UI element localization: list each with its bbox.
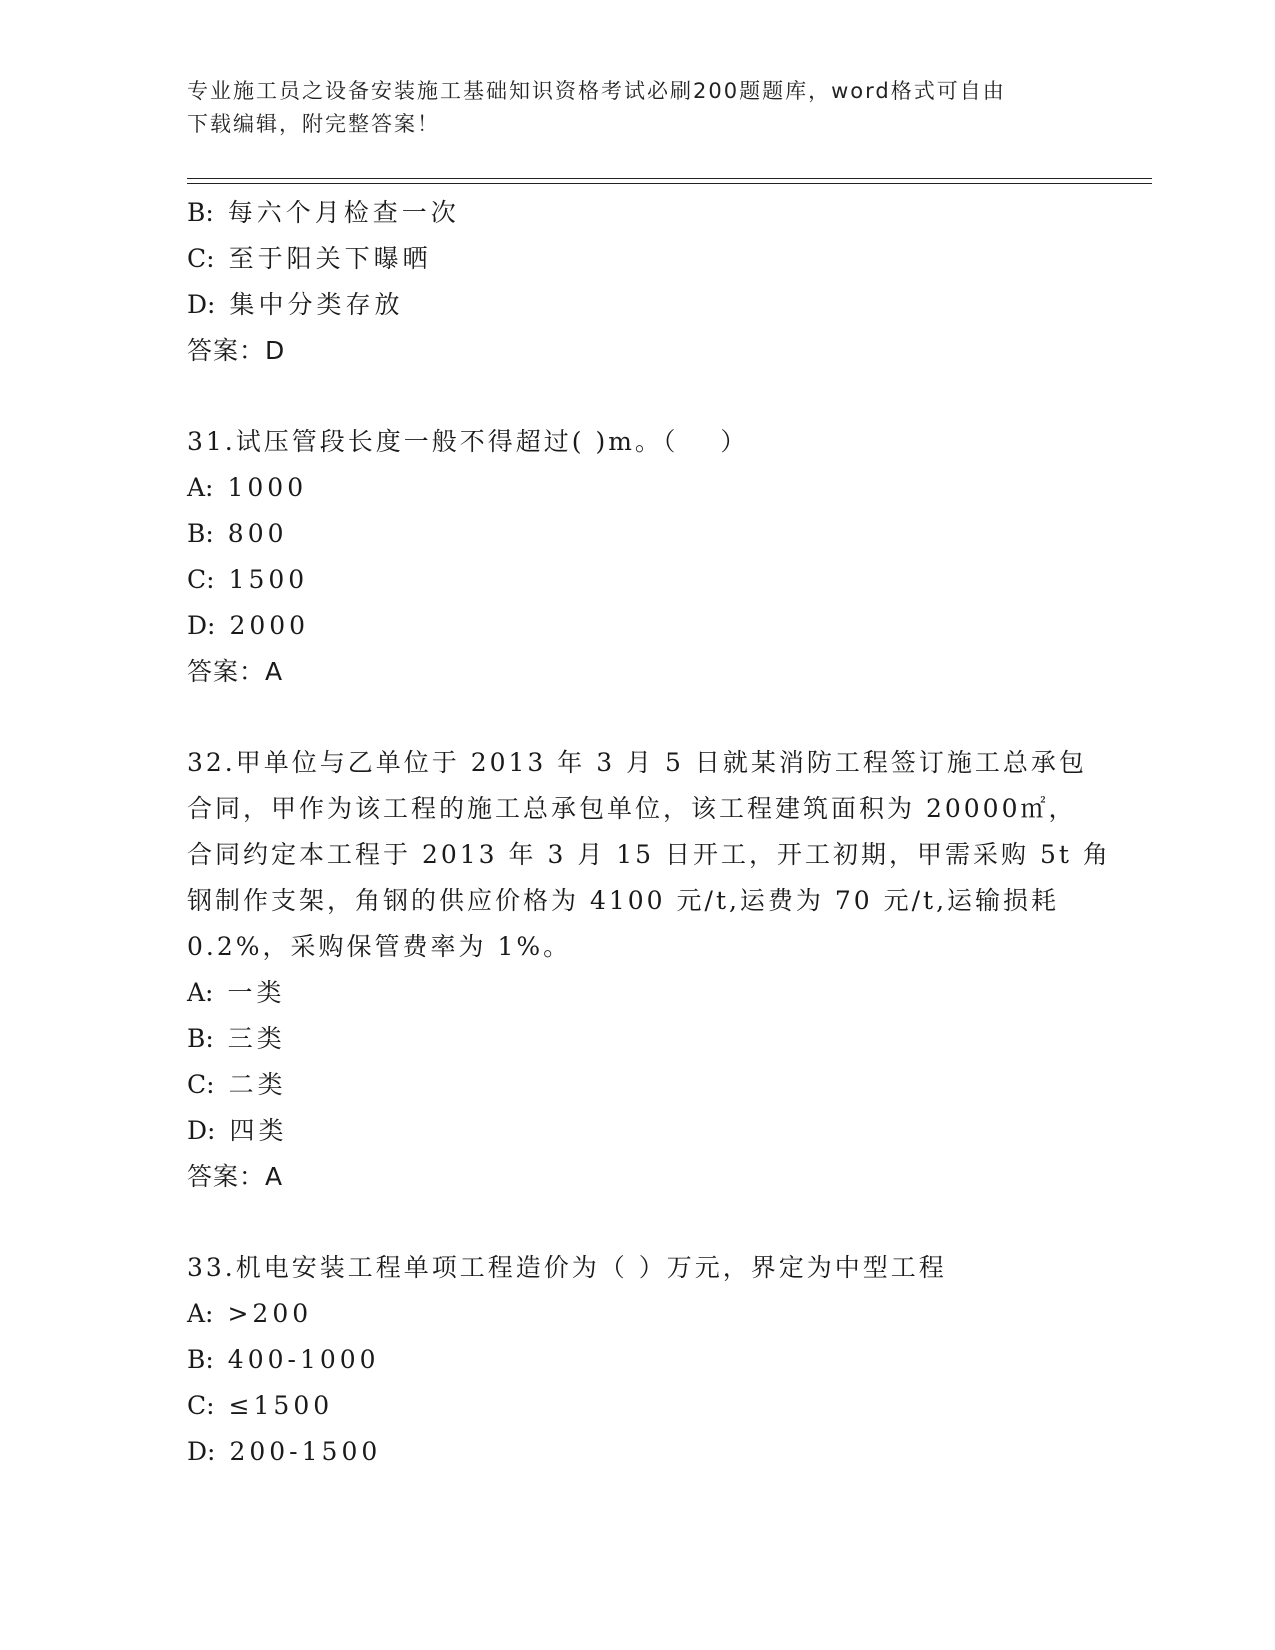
option-b: B: 400-1000 (187, 1345, 380, 1374)
answer-label: 答案：A (187, 1162, 284, 1191)
question-stem-line: 合同约定本工程于 2013 年 3 月 15 日开工，开工初期，甲需采购 5t 角 (187, 840, 1111, 869)
answer-label: 答案：D (187, 336, 286, 365)
option-d: D: 集中分类存放 (187, 290, 404, 319)
option-d: D: 2000 (187, 611, 310, 640)
option-c: C: 1500 (187, 565, 309, 594)
document-header (187, 75, 1067, 141)
question-block-31 (187, 419, 1087, 695)
option-a: A: 1000 (187, 473, 308, 502)
header-divider-top (187, 178, 1152, 179)
option-d: D: 四类 (187, 1116, 288, 1145)
question-stem-line: 钢制作支架，角钢的供应价格为 4100 元/t,运费为 70 元/t,运输损耗 (187, 886, 1060, 915)
option-c: C: 至于阳关下曝晒 (187, 244, 432, 273)
option-c: C: 二类 (187, 1070, 287, 1099)
option-a: A: 一类 (187, 978, 286, 1007)
question-block-prev (187, 190, 1087, 374)
option-a: A: >200 (187, 1299, 313, 1328)
question-block-33 (187, 1245, 1087, 1475)
option-c: C: ≤1500 (187, 1391, 334, 1420)
header-line-1: 专业施工员之设备安装施工基础知识资格考试必刷200题题库，word格式可自由 (187, 79, 1006, 103)
header-divider-bottom (187, 183, 1152, 184)
question-block-32 (187, 740, 1111, 1200)
header-line-2: 下载编辑，附完整答案！ (187, 112, 440, 136)
option-b: B: 三类 (187, 1024, 286, 1053)
option-b: B: 800 (187, 519, 288, 548)
answer-label: 答案：A (187, 657, 284, 686)
question-stem-line: 合同，甲作为该工程的施工总承包单位，该工程建筑面积为 20000㎡， (187, 794, 1077, 823)
question-stem: 31.试压管段长度一般不得超过( )m。（ ） (187, 427, 749, 456)
option-b: B: 每六个月检查一次 (187, 198, 460, 227)
question-list (187, 190, 1111, 1475)
option-d: D: 200-1500 (187, 1437, 382, 1466)
question-stem: 33.机电安装工程单项工程造价为（ ）万元，界定为中型工程 (187, 1253, 947, 1282)
question-stem-line: 0.2%，采购保管费率为 1%。 (187, 932, 572, 961)
question-stem-line: 32.甲单位与乙单位于 2013 年 3 月 5 日就某消防工程签订施工总承包 (187, 748, 1087, 777)
